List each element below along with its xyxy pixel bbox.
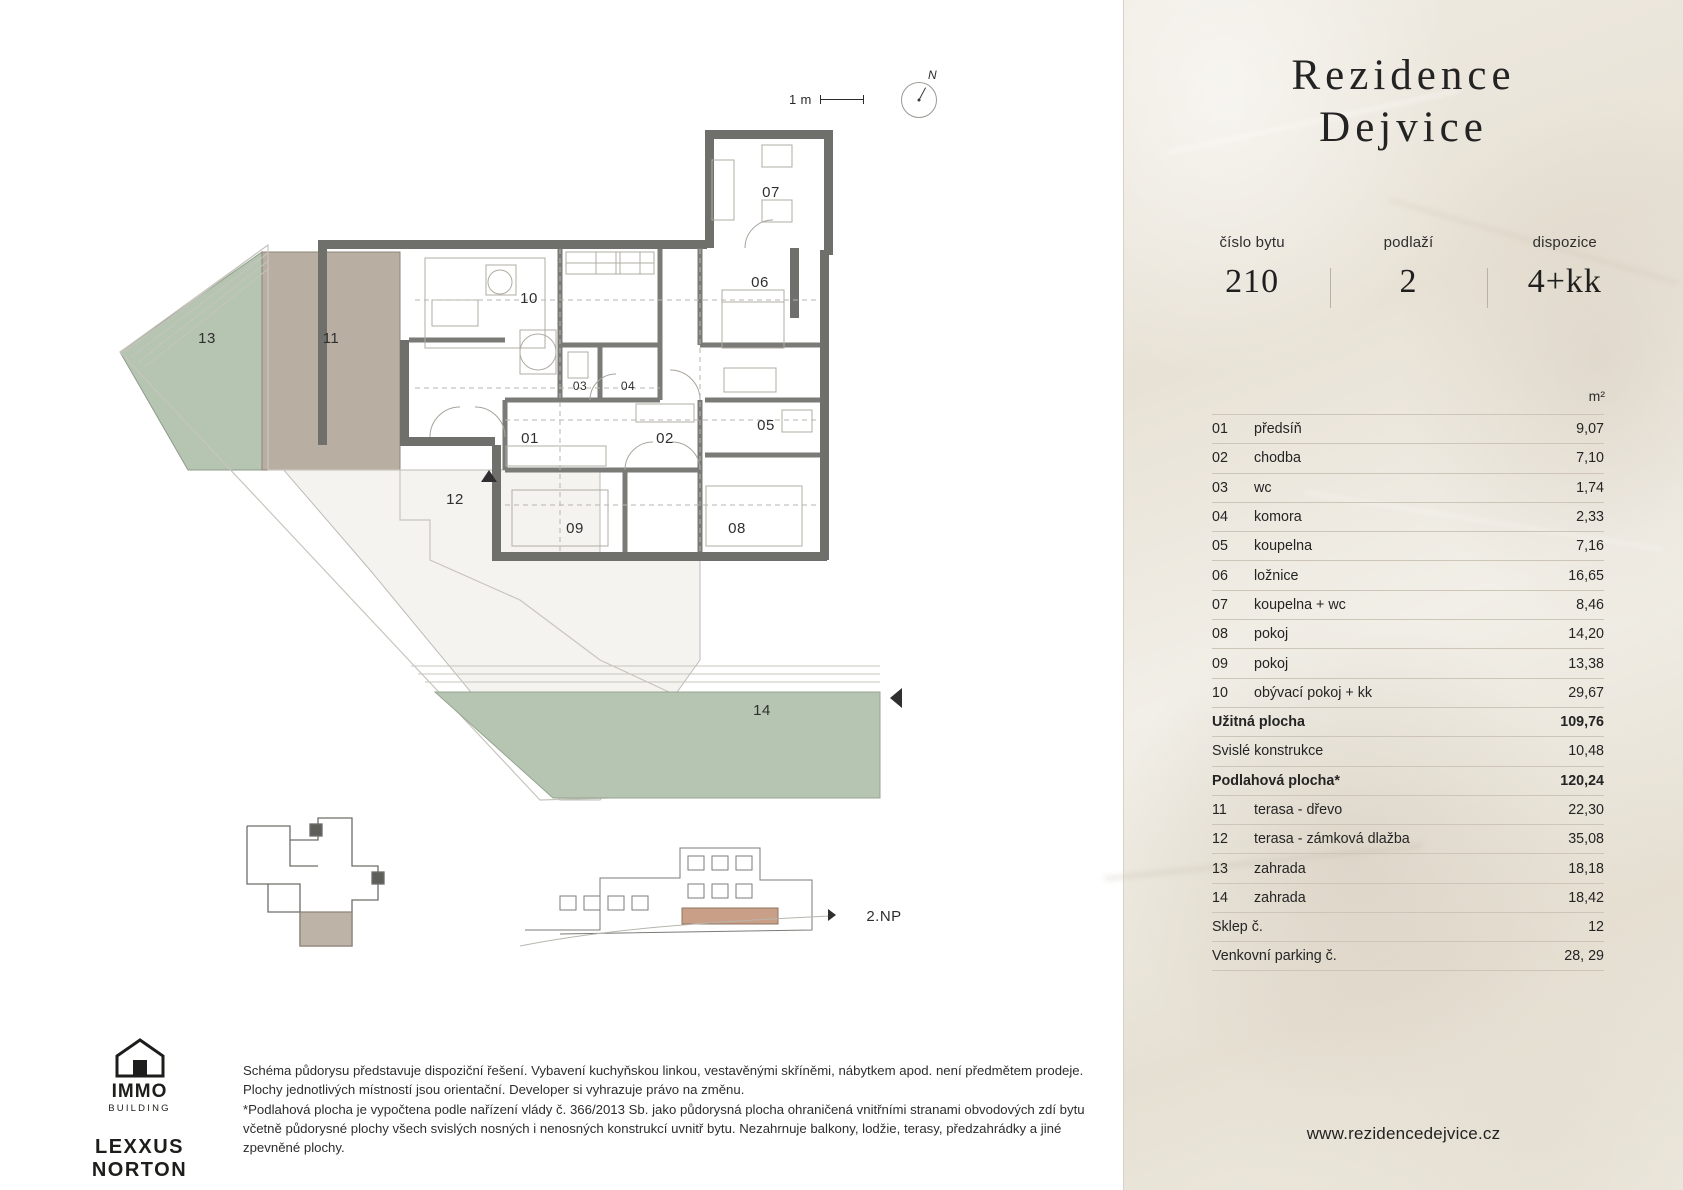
table-row-number: 08	[1212, 626, 1228, 643]
table-row-label: obývací pokoj + kk	[1254, 684, 1373, 701]
table-row-label: pokoj	[1254, 655, 1289, 672]
compass-north-label: N	[928, 68, 937, 82]
table-row-label: koupelna	[1254, 538, 1313, 555]
meta-layout-label: dispozice	[1532, 234, 1597, 251]
table-row-number: 03	[1212, 479, 1228, 496]
brand-line-1: Rezidence	[1291, 52, 1516, 99]
table-row-value: 9,07	[1576, 421, 1604, 438]
disclaimer-line-1: Schéma půdorysu představuje dispoziční řešení. Vybavení kuchyňskou linkou, vestavěnými skříněmi, nábytkem apod. není předmětem prodeje. Plochy jednotlivých místností jsou orientační. Developer si vyhrazuje právo na změnu.	[243, 1063, 1084, 1097]
room-number-11: 11	[322, 330, 340, 347]
table-row	[1212, 795, 1604, 824]
brand-line-2: Dejvice	[1319, 104, 1488, 152]
lexxus-logo-line2: NORTON	[91, 1159, 188, 1181]
table-row-label: zahrada	[1254, 860, 1306, 877]
table-row-number: Sklep č.	[1212, 919, 1263, 936]
unit-meta	[1174, 234, 1643, 301]
area-unit-header: m²	[1588, 388, 1605, 404]
room-number-03: 03	[572, 379, 588, 393]
meta-unit-value: 210	[1225, 263, 1280, 300]
table-row-value: 109,76	[1560, 714, 1604, 731]
table-row-value: 7,16	[1576, 538, 1604, 555]
table-row-number: 09	[1212, 655, 1228, 672]
room-number-09: 09	[566, 520, 584, 537]
table-row-value: 1,74	[1576, 479, 1604, 496]
table-row-value: 22,30	[1568, 802, 1604, 818]
table-row-number: 13	[1212, 860, 1228, 877]
building-section	[520, 848, 836, 946]
table-row	[1212, 766, 1604, 795]
table-row	[1212, 707, 1604, 736]
meta-floor-value: 2	[1399, 263, 1418, 300]
table-row-label: ložnice	[1254, 567, 1299, 584]
room-number-05: 05	[757, 417, 775, 434]
table-row	[1212, 883, 1604, 912]
room-number-12: 12	[446, 491, 464, 508]
brand-title	[1124, 52, 1683, 153]
table-row-label: wc	[1254, 479, 1272, 496]
room-number-01: 01	[521, 430, 539, 447]
table-row	[1212, 648, 1604, 677]
table-row-value: 2,33	[1576, 509, 1604, 526]
table-row	[1212, 678, 1604, 707]
table-row-number: 04	[1212, 509, 1228, 526]
table-row	[1212, 912, 1604, 941]
table-row-number: 07	[1212, 596, 1228, 613]
info-panel	[1123, 0, 1683, 1190]
table-row-number: 01	[1212, 421, 1228, 438]
table-row-label: chodba	[1254, 450, 1301, 467]
table-row-label: komora	[1254, 509, 1302, 526]
meta-unit-label: číslo bytu	[1219, 234, 1285, 251]
table-row	[1212, 443, 1604, 472]
table-row	[1212, 941, 1604, 970]
table-row	[1212, 736, 1604, 765]
table-row-label: zahrada	[1254, 889, 1306, 906]
disclaimer-line-2: *Podlahová plocha je vypočtena podle nařízení vlády č. 366/2013 Sb. jako půdorysná plocha ohraničená vnitřními stranami obvodových zdí bytu včetně půdorysné plochy všech svislých nosných i nenosných konstrukcí uvnitř bytu. Nezahrnuje balkony, lodžie, terasy, předzahrádky a jiné zpevněné plochy.	[243, 1102, 1085, 1155]
table-row-number: 11	[1212, 802, 1227, 818]
immo-house-icon	[114, 1038, 166, 1078]
table-row-value: 16,65	[1568, 567, 1604, 584]
lexxus-logo-line1: LEXXUS	[94, 1136, 185, 1158]
room-number-14: 14	[753, 702, 771, 719]
table-row-value: 29,67	[1568, 684, 1604, 701]
immo-logo-subtitle: BUILDING	[108, 1103, 171, 1114]
disclaimer-text	[243, 1062, 1113, 1158]
table-row-number: 12	[1212, 831, 1228, 848]
table-row-number: Užitná plocha	[1212, 714, 1305, 731]
meta-layout-value: 4+kk	[1527, 263, 1602, 300]
room-number-02: 02	[656, 430, 674, 447]
table-row-number: 14	[1212, 889, 1228, 906]
table-row-value: 7,10	[1576, 450, 1604, 467]
table-row-label: předsíň	[1254, 421, 1302, 438]
room-number-10: 10	[520, 290, 538, 307]
table-row	[1212, 590, 1604, 619]
table-row-label: terasa - dřevo	[1254, 802, 1343, 818]
meta-floor-label: podlaží	[1383, 234, 1434, 251]
table-row	[1212, 619, 1604, 648]
room-number-08: 08	[728, 520, 746, 537]
table-row-label: pokoj	[1254, 626, 1289, 643]
table-row	[1212, 414, 1604, 443]
table-row	[1212, 531, 1604, 560]
room-area-table	[1212, 414, 1604, 971]
table-row-value: 12	[1588, 919, 1604, 936]
key-plan	[247, 818, 384, 946]
table-row-number: 05	[1212, 538, 1228, 555]
table-row-number: Venkovní parking č.	[1212, 947, 1337, 964]
lexxus-logo	[72, 1136, 207, 1182]
table-row-value: 18,18	[1568, 860, 1604, 877]
table-row	[1212, 473, 1604, 502]
table-row	[1212, 502, 1604, 531]
meta-layout	[1487, 234, 1643, 301]
room-number-04: 04	[620, 379, 636, 393]
table-row-number: 10	[1212, 684, 1228, 701]
table-row-value: 28, 29	[1564, 947, 1604, 964]
terrace-arrow	[890, 688, 902, 708]
table-row-number: Svislé konstrukce	[1212, 743, 1324, 760]
table-row-value: 13,38	[1568, 655, 1604, 672]
table-row-value: 14,20	[1568, 626, 1604, 643]
floor-marker-label: 2.NP	[866, 908, 902, 925]
logo-block	[72, 1038, 207, 1182]
table-row-number: 06	[1212, 567, 1228, 584]
table-row-number: Podlahová plocha*	[1212, 772, 1340, 789]
table-row-number: 02	[1212, 450, 1228, 467]
table-row-value: 120,24	[1560, 772, 1604, 789]
scale-label: 1 m	[789, 92, 812, 107]
table-row-value: 18,42	[1568, 889, 1604, 906]
table-row	[1212, 560, 1604, 589]
room-number-13: 13	[198, 330, 216, 347]
table-row-value: 35,08	[1568, 831, 1604, 848]
meta-floor	[1330, 234, 1486, 301]
room-number-07: 07	[762, 184, 780, 201]
website-url: www.rezidencedejvice.cz	[1306, 1124, 1501, 1143]
table-row-label: terasa - zámková dlažba	[1254, 831, 1410, 848]
table-row-value: 10,48	[1568, 743, 1604, 760]
garden-14	[435, 692, 880, 798]
table-row	[1212, 824, 1604, 853]
table-row-value: 8,46	[1576, 596, 1604, 613]
table-row-label: koupelna + wc	[1254, 596, 1346, 613]
meta-unit-number	[1174, 234, 1330, 301]
immo-logo-title: IMMO	[111, 1081, 168, 1102]
table-row	[1212, 853, 1604, 882]
room-number-06: 06	[751, 274, 769, 291]
